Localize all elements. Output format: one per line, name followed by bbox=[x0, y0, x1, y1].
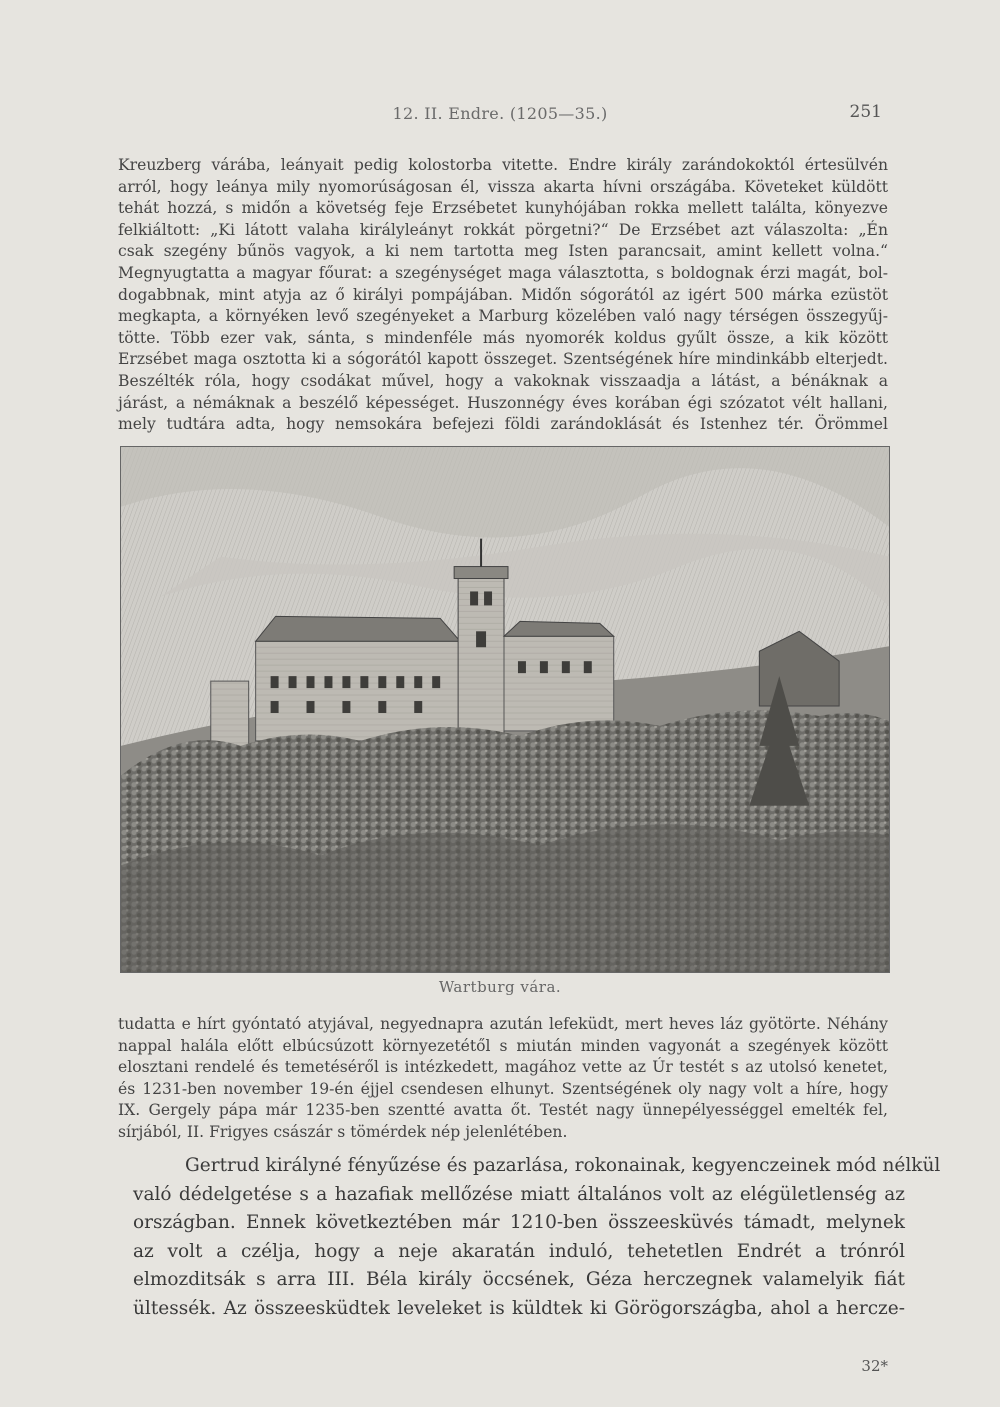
text-line: elmozditsák s arra III. Béla király öccsének, Géza herczegnek valamelyik fiát bbox=[133, 1269, 905, 1291]
text-line: Kreuzberg várába, leányait pedig kolostorba vitette. Endre király zarándokoktól értesülvén bbox=[118, 156, 888, 174]
text-line: felkiáltott: „Ki látott valaha királyleányt rokkát pörgetni?“ De Erzsébet azt válaszolta: „Én bbox=[118, 220, 888, 239]
text-line: tehát hozzá, s midőn a követség feje Erzsébetet kunyhójában rokka mellett találta, könyezve bbox=[118, 199, 888, 218]
text-line: Megnyugtatta a magyar főurat: a szegénységet maga választotta, s boldognak érzi magát, bol- bbox=[118, 263, 888, 282]
text-line: Gertrud királyné fényűzése és pazarlása, rokonainak, kegyenczeinek mód nélkül bbox=[185, 1155, 941, 1176]
paragraph-2 bbox=[118, 1014, 888, 1144]
page-number: 251 bbox=[849, 102, 882, 122]
paragraph-3 bbox=[133, 1152, 941, 1324]
text-line: való dédelgetése s a hazafiak mellőzése miatt általános volt az elégületlenség az bbox=[133, 1183, 905, 1205]
text-line: nappal halála előtt elbúcsúzott környezetétől s miután minden vagyonát a szegények között bbox=[118, 1036, 888, 1055]
text-line: arról, hogy leánya mily nyomorúságosan él, vissza akarta hívni országába. Követeket küldött bbox=[118, 177, 888, 196]
text-line: és 1231-ben november 19-én éjjel csendesen elhunyt. Szentségének oly nagy volt a híre, hogy bbox=[118, 1079, 888, 1098]
text-line: sírjából, II. Frigyes császár s tömérdek nép jelenlétében. bbox=[118, 1122, 568, 1141]
signature-mark: 32* bbox=[861, 1357, 888, 1375]
text-line: mely tudtára adta, hogy nemsokára befejezi földi zarándoklását és Istenhez tér. Örömmel bbox=[118, 415, 888, 434]
text-line: Erzsébet maga osztotta ki a sógorától kapott összeget. Szentségének híre mindinkább elterjedt. bbox=[118, 350, 888, 369]
text-line: tötte. Több ezer vak, sánta, s mindenféle más nyomorék koldus gyűlt össze, a kik között bbox=[118, 328, 888, 347]
text-line: országban. Ennek következtében már 1210-ben összeesküvés támadt, melynek bbox=[133, 1212, 905, 1234]
text-line: tudatta e hírt gyóntató atyjával, negyednapra azután lefeküdt, mert heves láz gyötörte. Néhány bbox=[118, 1015, 888, 1033]
text-line: megkapta, a környéken levő szegényeket a Marburg közelében való nagy térségen összegyűj- bbox=[118, 307, 888, 326]
text-line: járást, a némáknak a beszélő képességet. Huszonnégy éves korában égi szózatot vélt hallani, bbox=[118, 393, 888, 412]
castle-engraving-image bbox=[121, 447, 889, 972]
text-line: elosztani rendelé és temetéséről is intézkedett, magához vette az Úr testét s az utolsó kenetet, bbox=[118, 1058, 888, 1077]
text-line: dogabbnak, mint atyja az ő királyi pompájában. Midőn sógorától az igért 500 márka ezüstöt bbox=[118, 285, 888, 304]
text-line: IX. Gergely pápa már 1235-ben szentté avatta őt. Testét nagy ünnepélyességgel emelték fel, bbox=[118, 1101, 888, 1120]
text-line: az volt a czélja, hogy a neje akaratán induló, tehetetlen Endrét a trónról bbox=[133, 1240, 905, 1262]
text-line: Beszélték róla, hogy csodákat művel, hogy a vakoknak visszaadja a látást, a bénáknak a bbox=[118, 371, 888, 390]
figure-caption: Wartburg vára. bbox=[438, 978, 562, 996]
text-line: csak szegény bűnös vagyok, a ki nem tartotta meg Isten parancsait, amint kellett volna.“ bbox=[118, 242, 888, 261]
wartburg-illustration bbox=[120, 446, 890, 973]
paragraph-1 bbox=[118, 155, 888, 436]
running-head: 12. II. Endre. (1205—35.) bbox=[392, 104, 608, 123]
text-line: ültessék. Az összeesküdtek leveleket is küldtek ki Görögországba, ahol a hercze- bbox=[133, 1297, 905, 1319]
